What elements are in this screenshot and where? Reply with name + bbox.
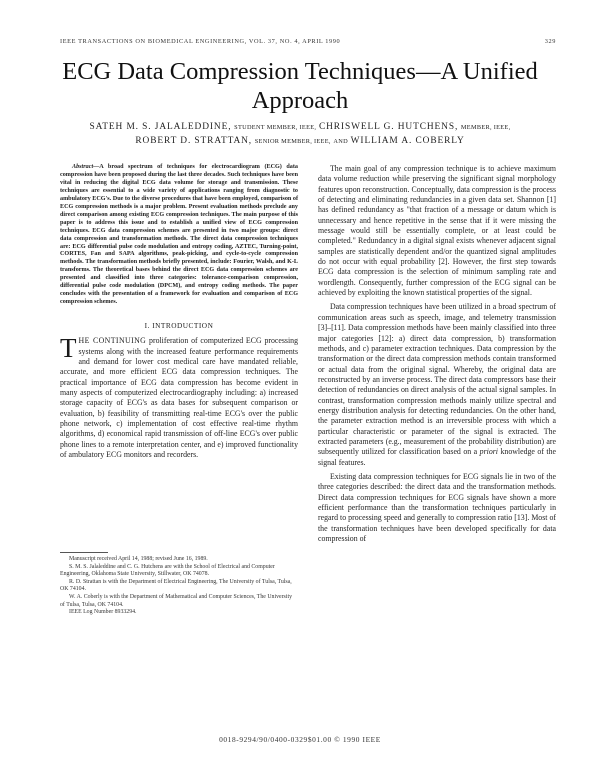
- abstract-label: Abstract: [72, 164, 94, 170]
- paragraph-compression-categories: [318, 302, 556, 468]
- paragraph-compression-goal: The main goal of any compression technique is to achieve maximum data volume reduction while preserving the significant signal morphology features upon reconstruction. Conceptually, data compression is the process of detecting and eliminating redundancies in a given data set. Shannon [1] has defined redundancy as "that fraction of a message or datum which is unnecessary and hence repetitive in the sense that if it were missing the message would still be essentially complete, or at least could be completed." Redundancy in a digital signal exists whenever adjacent signal samples are statistically dependent and/or the quantized signal amplitudes do not occur with equal probability [2]. However, the first step towards ECG data compression is the selection of minimum sampling rate and wordlength. Consequently, further compression of the ECG signal can be achieved by exploiting the known statistical properties of the signal.: [318, 164, 556, 298]
- author-conjunction: AND: [333, 138, 348, 145]
- footnote: Manuscript received April 14, 1988; revised June 16, 1989.: [69, 556, 208, 562]
- lead-caps: HE CONTINUING: [78, 336, 147, 346]
- author-name: CHRISWELL G. HUTCHENS,: [318, 122, 459, 132]
- footnote: R. D. Strattan is with the Department of Electrical Engineering, The University of Tulsa, Tulsa, OK 74104.: [60, 579, 292, 593]
- footnotes: [60, 556, 298, 617]
- abstract-text: —A broad spectrum of techniques for electrocardiogram (ECG) data compression have been proposed during the last three decades. Such techniques have been vital in reducing the digital ECG data volume for storage and transmission. These techniques are essential to a wide variety of applications ranging from diagnostic to ambulatory ECG's. Due to the diverse procedures that have been employed, comparison of ECG compression methods is a major problem. Present evaluation methods preclude any direct comparison among existing ECG compression techniques. The main purpose of this paper is to address this issue and to establish a unified view of ECG compression techniques. ECG data compression schemes are presented in two major groups: direct data compression and transformation methods. The direct data compression techniques are: ECG differential pulse code modulation and entropy coding, AZTEC, Turning-point, CORTES, Fan and SAPA algorithms, peak-picking, and cycle-to-cycle compression methods. The transformation methods briefly presented, include: Fourier, Walsh, and K-L transforms. The theoretical bases behind the direct ECG data compression schemes are presented and classified into three categories: tolerance-comparison compression, differential pulse code modulation (DPCM), and entropy coding methods. The paper concludes with the presentation of a framework for evaluation and comparison of ECG compression schemes.: [60, 164, 298, 306]
- footnote: IEEE Log Number 8933294.: [69, 609, 137, 616]
- copyright-line: 0018-9294/90/0400-0329$01.00 © 1990 IEEE: [219, 735, 381, 744]
- running-header: [60, 38, 556, 48]
- author-name: ROBERT D. STRATTAN,: [135, 136, 253, 146]
- author-membership: STUDENT MEMBER, IEEE,: [234, 124, 317, 131]
- left-column: [60, 164, 298, 460]
- abstract: [60, 164, 298, 307]
- author-name: SATEH M. S. JALALEDDINE,: [89, 122, 232, 132]
- right-column: [318, 164, 556, 544]
- introduction-text: proliferation of computerized ECG processing systems along with the increased feature performance requirements and demand for lower cost medical care have mandated reliable, accurate, and more efficient ECG data compression techniques. The practical importance of ECG data compression has become evident in many aspects of computerized electrocardiography including: a) increased storage capacity of ECG's as data bases for subsequent comparison or evaluation, b) feasibility of transmitting real-time ECG's over the public phone network, c) implementation of cost effective real-time rhythm algorithms, d) economical rapid transmission of off-line ECG's over public phone lines to a remote interpretation center, and e) improved functionality of ambulatory ECG monitors and recorders.: [60, 336, 298, 459]
- author-line-1: [40, 120, 560, 134]
- author-membership: MEMBER, IEEE,: [460, 124, 511, 131]
- footnote: W. A. Coberly is with the Department of Mathematical and Computer Sciences, The University of Tulsa, Tulsa, OK 74104.: [60, 594, 292, 608]
- page-number: 329: [544, 38, 556, 45]
- section-heading-introduction: I. INTRODUCTION: [144, 321, 214, 331]
- title-line-2: Approach: [251, 87, 349, 114]
- introduction-paragraph: [60, 333, 298, 460]
- author-line-2: [40, 134, 560, 148]
- paragraph-text: knowledge of the signal features.: [318, 447, 557, 467]
- footnote-divider: [60, 552, 108, 553]
- footnote: S. M. S. Jalaleddine and C. G. Hutchens are with the School of Electrical and Computer Engineering, Oklahoma State University, Stillwater, OK 74078.: [60, 563, 275, 578]
- paragraph-existing-techniques: Existing data compression techniques for ECG signals lie in two of the three categories described: the direct data and the transformation methods. Direct data compression techniques for ECG signals have shown a more efficient performance than the transformation techniques particularly in regard to processing speed and generally to compression ratio [13]. Most of the transformation techniques have been developed specifically for data compression of: [318, 471, 556, 544]
- author-name: WILLIAM A. COBERLY: [350, 136, 465, 146]
- paragraph-text: Data compression techniques have been utilized in a broad spectrum of communication areas such as speech, image, and telemetry transmission [3]–[11]. Data compression methods have been mainly classified into three major categories [12]: a) direct data compression, b) transformation methods, and c) parameter extraction techniques. Data compression by the transformation or the direct data compression methods contain transformed or actual data from the original signal. Whereby, the original data are reconstructed by an inverse process. The direct data compressors base their detection of redundancies on direct analysis of the actual signal samples. In contrast, transformation compression methods mainly utilize spectral and energy distribution analysis for detecting redundancies. On the other hand, the parameter extraction method is an irreversible process with which a particular characteristic or parameter of the signal is extracted. The extracted parameters (e.g., measurement of the probability distribution) are subsequently utilized for classification based on a: [318, 302, 556, 457]
- author-block: [40, 120, 560, 148]
- italic-term: priori: [479, 447, 498, 457]
- author-membership: SENIOR MEMBER, IEEE,: [254, 138, 331, 145]
- title-line-1: ECG Data Compression Techniques—A Unified: [62, 58, 538, 85]
- drop-cap: T: [60, 333, 77, 364]
- journal-name: IEEE TRANSACTIONS ON BIOMEDICAL ENGINEERING, VOL. 37, NO. 4, APRIL 1990: [60, 38, 341, 45]
- paper-title: [40, 57, 560, 115]
